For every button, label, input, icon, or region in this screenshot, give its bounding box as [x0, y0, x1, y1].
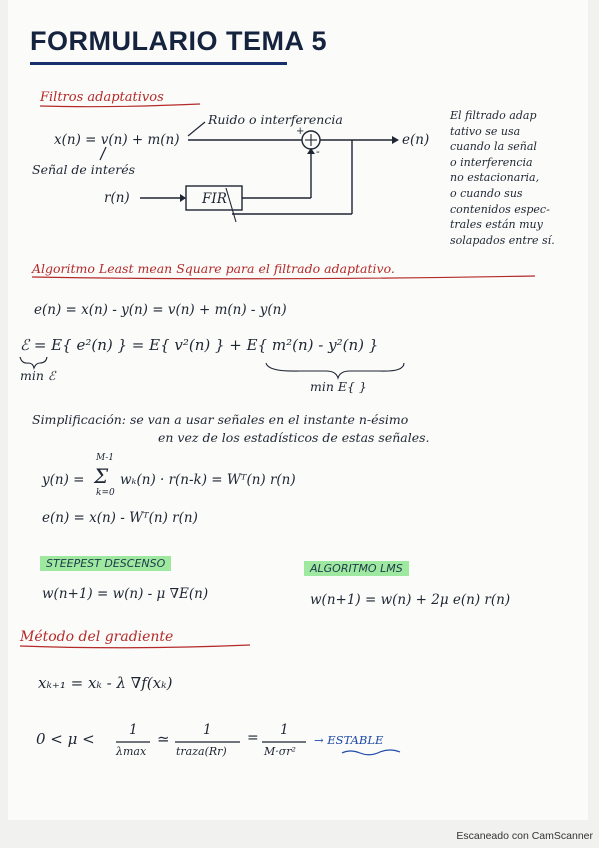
underbrace	[266, 363, 404, 378]
noise-arrow	[188, 122, 205, 136]
reference-input-label: r(n)	[104, 190, 130, 206]
section2-underline	[32, 276, 535, 279]
frac3-numerator: 1	[280, 722, 289, 738]
note-line: no estacionaria,	[450, 171, 540, 185]
gradient-update-equation: xₖ₊₁ = xₖ - λ ∇f(xₖ)	[38, 674, 173, 692]
note-line: cuando la señal	[450, 140, 537, 154]
minimize-expectation-label: min E{ }	[310, 379, 367, 394]
reference-arrowhead	[180, 194, 186, 202]
mse-equation: ℰ = E{ e²(n) } = E{ v²(n) } + E{ m²(n) - y²(n) }	[20, 336, 379, 354]
frac1-denominator: λmax	[116, 745, 147, 758]
sum-symbol: Σ	[94, 464, 109, 488]
note-line: o interferencia	[450, 155, 533, 169]
frac2-numerator: 1	[203, 722, 212, 738]
lms-algorithm-label: ALGORITMO LMS	[304, 561, 409, 576]
minimize-label: min ℰ	[20, 368, 56, 383]
section1-underline	[40, 104, 200, 107]
lms-update-equation: w(n+1) = w(n) + 2μ e(n) r(n)	[310, 592, 511, 608]
filter-output-rhs: wₖ(n) · r(n-k) = Wᵀ(n) r(n)	[120, 472, 296, 488]
underbrace-small	[20, 357, 47, 368]
filter-output-lhs: y(n) =	[42, 472, 85, 488]
simplification-line-1: Simplificación: se van a usar señales en el instante n-ésimo	[32, 412, 409, 427]
sum-upper-limit: M-1	[96, 453, 114, 463]
noise-label: Ruido o interferencia	[208, 112, 343, 127]
output-arrowhead	[392, 136, 399, 144]
adaptation-arrow	[226, 188, 236, 222]
signal-label: Señal de interés	[32, 162, 136, 177]
section4-underline	[20, 645, 250, 648]
plus-sign: +	[296, 126, 305, 137]
stable-underline	[342, 750, 400, 755]
scanner-watermark: Escaneado con CamScanner	[456, 830, 593, 842]
frac1-numerator: 1	[129, 722, 138, 738]
frac3-denominator: M·σr²	[264, 745, 296, 758]
note-line: o cuando sus	[450, 186, 523, 200]
note-line: contenidos espec-	[450, 202, 550, 216]
note-line: El filtrado adap	[450, 109, 537, 122]
input-equation: x(n) = v(n) + m(n)	[54, 132, 180, 148]
sum-lower-limit: k=0	[96, 488, 115, 498]
stability-inequality-start: 0 < μ <	[36, 730, 95, 748]
section-heading-gradient-method: Método del gradiente	[20, 629, 174, 645]
frac2-denominator: traza(Rr)	[176, 745, 227, 758]
error-output-label: e(n)	[402, 132, 430, 148]
signal-arrow	[100, 147, 106, 160]
steepest-descent-label: STEEPEST DESCENSO	[40, 556, 171, 571]
steepest-descent-equation: w(n+1) = w(n) - μ ∇E(n)	[42, 586, 209, 602]
stable-label: → ESTABLE	[314, 733, 384, 747]
equals-sign: =	[247, 730, 259, 746]
minus-sign: -	[316, 145, 320, 158]
note-line: trales están muy	[450, 218, 543, 232]
simplification-line-2: en vez de los estadísticos de estas señales.	[158, 430, 430, 445]
fir-label: FIR	[202, 191, 227, 207]
page-title: FORMULARIO TEMA 5	[30, 26, 327, 56]
error-vector-equation: e(n) = x(n) - Wᵀ(n) r(n)	[42, 510, 198, 526]
note-line: solapados entre sí.	[450, 233, 555, 247]
approx-sign: ≃	[157, 730, 170, 748]
note-line: tativo se usa	[450, 124, 521, 138]
section-heading-lms: Algoritmo Least mean Square para el filtrado adaptativo.	[32, 261, 395, 276]
error-equation: e(n) = x(n) - y(n) = v(n) + m(n) - y(n)	[34, 302, 287, 318]
adaptive-filter-note	[450, 108, 555, 248]
section-heading-adaptive-filters: Filtros adaptativos	[40, 90, 164, 105]
